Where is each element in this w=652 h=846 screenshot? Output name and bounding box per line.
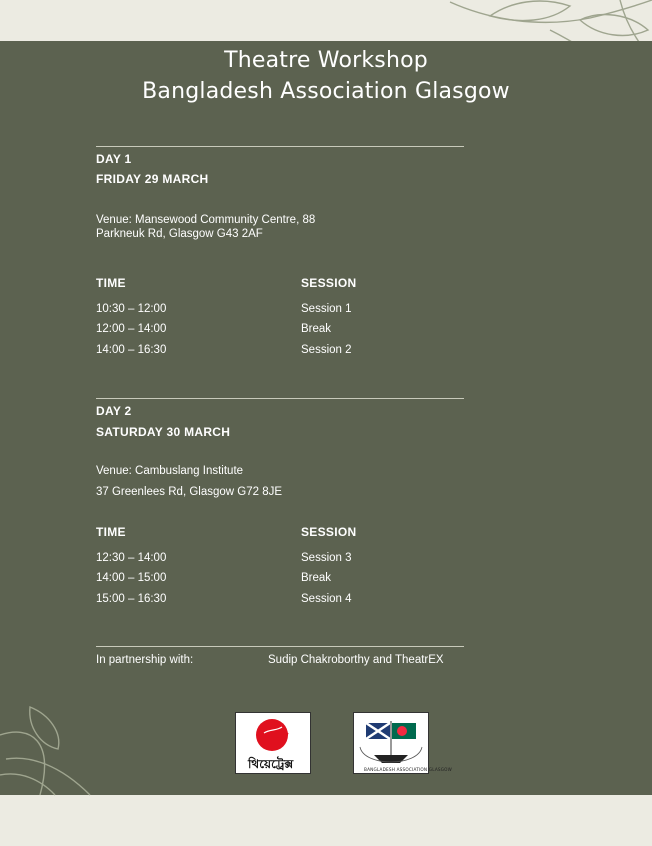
- day2-row1-session: Session 3: [301, 552, 352, 564]
- day2-row3-time: 15:00 – 16:30: [96, 593, 167, 605]
- day1-session-header: SESSION: [301, 276, 357, 290]
- day1-time-header: TIME: [96, 276, 126, 290]
- day1-row1-session: Session 1: [301, 303, 352, 315]
- day2-row2-time: 14:00 – 15:00: [96, 572, 167, 584]
- day2-date: SATURDAY 30 MARCH: [96, 425, 231, 439]
- theatrex-emblem-icon: [236, 713, 310, 773]
- svg-text:থিয়েট্রেক্স: থিয়েট্রেক্স: [248, 757, 294, 771]
- divider-partnership: [96, 646, 464, 647]
- day2-venue-line2: 37 Greenlees Rd, Glasgow G72 8JE: [96, 486, 283, 498]
- bangladesh-association-logo: [353, 712, 453, 774]
- workshop-title: Theatre Workshop: [224, 48, 428, 73]
- day1-row1-time: 10:30 – 12:00: [96, 303, 167, 315]
- theatrex-logo: [235, 712, 311, 774]
- leaf-decoration-bottom-icon: [0, 705, 110, 795]
- day2-time-header: TIME: [96, 525, 126, 539]
- day2-row1-time: 12:30 – 14:00: [96, 552, 167, 564]
- day1-row2-session: Break: [301, 323, 332, 335]
- day2-session-header: SESSION: [301, 525, 357, 539]
- day1-label: DAY 1: [96, 152, 132, 166]
- partners-text: Sudip Chakroborthy and TheatrEX: [268, 654, 444, 666]
- day1-venue: Venue: Mansewood Community Centre, 88 Parkneuk Rd, Glasgow G43 2AF: [96, 214, 316, 240]
- svg-text:BANGLADESH ASSOCIATION GLASGOW: BANGLADESH ASSOCIATION GLASGOW: [364, 767, 453, 772]
- bottom-band: [0, 795, 652, 846]
- day1-row2-time: 12:00 – 14:00: [96, 323, 167, 335]
- partnership-label: In partnership with:: [96, 654, 194, 666]
- divider-day2: [96, 398, 464, 399]
- organisation-title: Bangladesh Association Glasgow: [142, 79, 510, 104]
- day2-venue-line1: Venue: Cambuslang Institute: [96, 465, 244, 477]
- divider-day1: [96, 146, 464, 147]
- day1-row3-time: 14:00 – 16:30: [96, 344, 167, 356]
- day1-row3-session: Session 2: [301, 344, 352, 356]
- day2-row3-session: Session 4: [301, 593, 352, 605]
- day2-row2-session: Break: [301, 572, 332, 584]
- day1-date: FRIDAY 29 MARCH: [96, 172, 209, 186]
- day2-label: DAY 2: [96, 404, 132, 418]
- association-emblem-icon: [354, 713, 453, 773]
